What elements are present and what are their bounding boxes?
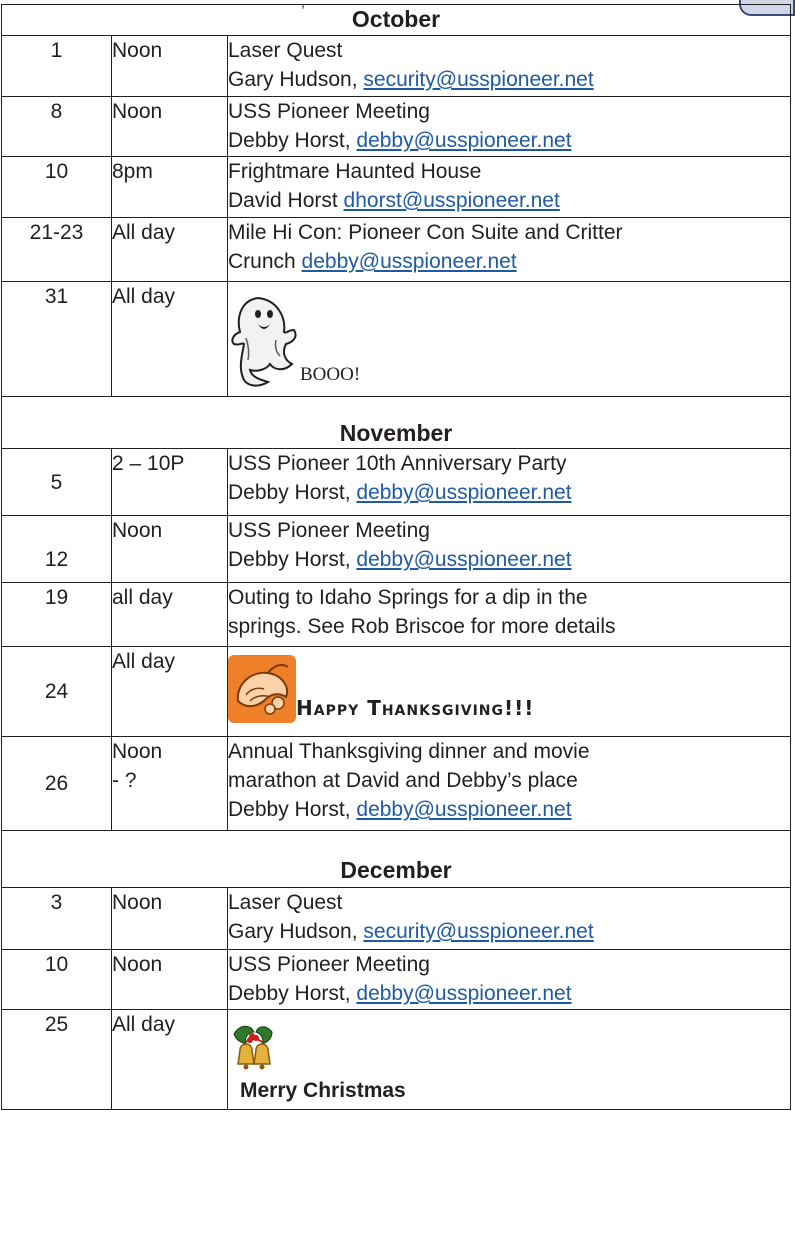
event-row — [2, 950, 791, 1010]
event-description — [228, 647, 791, 737]
event-row — [2, 516, 791, 583]
event-contact — [228, 65, 790, 94]
event-day: 26 — [2, 737, 112, 831]
event-description — [228, 737, 791, 831]
event-description — [228, 516, 791, 583]
email-link[interactable]: security@usspioneer.net — [363, 68, 594, 91]
event-day: 3 — [2, 888, 112, 950]
events-calendar-table — [1, 4, 791, 1110]
cropped-text-fragment: , — [301, 0, 305, 10]
event-description — [228, 950, 791, 1010]
month-heading-october: October — [2, 5, 791, 36]
cornucopia-icon — [228, 655, 296, 723]
event-description — [228, 282, 791, 397]
event-row — [2, 282, 791, 397]
event-time-start: Noon — [112, 740, 163, 763]
contact-name: Crunch — [228, 250, 302, 273]
event-contact — [228, 186, 790, 215]
event-contact — [228, 126, 790, 155]
event-title: Laser Quest — [228, 891, 343, 914]
event-description — [228, 449, 791, 516]
event-day: 8 — [2, 97, 112, 157]
email-link[interactable]: debby@usspioneer.net — [356, 481, 572, 504]
event-day: 1 — [2, 36, 112, 97]
event-day: 21-23 — [2, 218, 112, 282]
event-title: Annual Thanksgiving dinner and movie — [228, 740, 590, 763]
event-contact — [228, 545, 790, 574]
event-time: All day — [112, 1010, 228, 1110]
event-time: 8pm — [112, 157, 228, 218]
event-time: All day — [112, 218, 228, 282]
event-row — [2, 737, 791, 831]
month-header-row — [2, 5, 791, 36]
event-contact — [228, 917, 790, 946]
event-description — [228, 583, 791, 647]
event-row — [2, 1010, 791, 1110]
event-description — [228, 97, 791, 157]
month-header-row — [2, 397, 791, 449]
event-time — [112, 737, 228, 831]
event-title: USS Pioneer 10th Anniversary Party — [228, 452, 567, 475]
event-row — [2, 449, 791, 516]
event-day: 12 — [2, 516, 112, 583]
event-day: 5 — [2, 449, 112, 516]
event-time: All day — [112, 282, 228, 397]
event-title: USS Pioneer Meeting — [228, 519, 430, 542]
event-row — [2, 888, 791, 950]
event-row — [2, 157, 791, 218]
email-link[interactable]: debby@usspioneer.net — [356, 798, 572, 821]
event-time-end: - ? — [112, 769, 137, 792]
email-link[interactable]: debby@usspioneer.net — [356, 129, 572, 152]
email-link[interactable]: dhorst@usspioneer.net — [343, 189, 560, 212]
event-title: Frightmare Haunted House — [228, 160, 482, 183]
event-time: 2 – 10P — [112, 449, 228, 516]
contact-name: Gary Hudson, — [228, 68, 364, 91]
event-description — [228, 36, 791, 97]
contact-name: Debby Horst, — [228, 548, 357, 571]
event-contact — [228, 795, 790, 824]
event-description — [228, 888, 791, 950]
event-day: 10 — [2, 157, 112, 218]
event-description — [228, 218, 791, 282]
event-row — [2, 647, 791, 737]
event-caption: BOOO! — [300, 364, 361, 385]
event-row — [2, 97, 791, 157]
event-day: 10 — [2, 950, 112, 1010]
holly-bells-icon — [228, 1020, 278, 1076]
event-time: Noon — [112, 36, 228, 97]
event-title: Laser Quest — [228, 39, 343, 62]
event-row — [2, 36, 791, 97]
event-row — [2, 583, 791, 647]
ghost-icon — [228, 294, 300, 389]
event-time: Noon — [112, 516, 228, 583]
event-title: Outing to Idaho Springs for a dip in the — [228, 586, 588, 609]
email-link[interactable]: debby@usspioneer.net — [356, 982, 572, 1005]
event-time: All day — [112, 647, 228, 737]
event-caption: Happy Thanksgiving!!! — [296, 696, 535, 720]
event-description — [228, 157, 791, 218]
email-link[interactable]: security@usspioneer.net — [363, 920, 594, 943]
event-description — [228, 1010, 791, 1110]
event-detail: marathon at David and Debby’s place — [228, 769, 578, 792]
contact-name: Gary Hudson, — [228, 920, 364, 943]
event-title: USS Pioneer Meeting — [228, 953, 430, 976]
event-day: 19 — [2, 583, 112, 647]
event-contact — [228, 478, 790, 507]
event-time: Noon — [112, 950, 228, 1010]
event-time: Noon — [112, 97, 228, 157]
event-contact — [228, 247, 790, 276]
month-header-row — [2, 831, 791, 888]
event-day: 24 — [2, 647, 112, 737]
contact-name: Debby Horst, — [228, 129, 357, 152]
contact-name: Debby Horst, — [228, 481, 357, 504]
event-contact — [228, 979, 790, 1008]
email-link[interactable]: debby@usspioneer.net — [301, 250, 517, 273]
email-link[interactable]: debby@usspioneer.net — [356, 548, 572, 571]
contact-name: David Horst — [228, 189, 344, 212]
event-day: 31 — [2, 282, 112, 397]
contact-name: Debby Horst, — [228, 982, 357, 1005]
event-title: Mile Hi Con: Pioneer Con Suite and Critter — [228, 221, 623, 244]
month-heading-december: December — [2, 831, 791, 888]
event-title: USS Pioneer Meeting — [228, 100, 430, 123]
event-time: Noon — [112, 888, 228, 950]
event-caption: Merry Christmas — [240, 1079, 406, 1102]
month-heading-november: November — [2, 397, 791, 449]
event-time: all day — [112, 583, 228, 647]
event-day: 25 — [2, 1010, 112, 1110]
contact-name: Debby Horst, — [228, 798, 357, 821]
event-row — [2, 218, 791, 282]
event-detail: springs. See Rob Briscoe for more details — [228, 615, 616, 638]
